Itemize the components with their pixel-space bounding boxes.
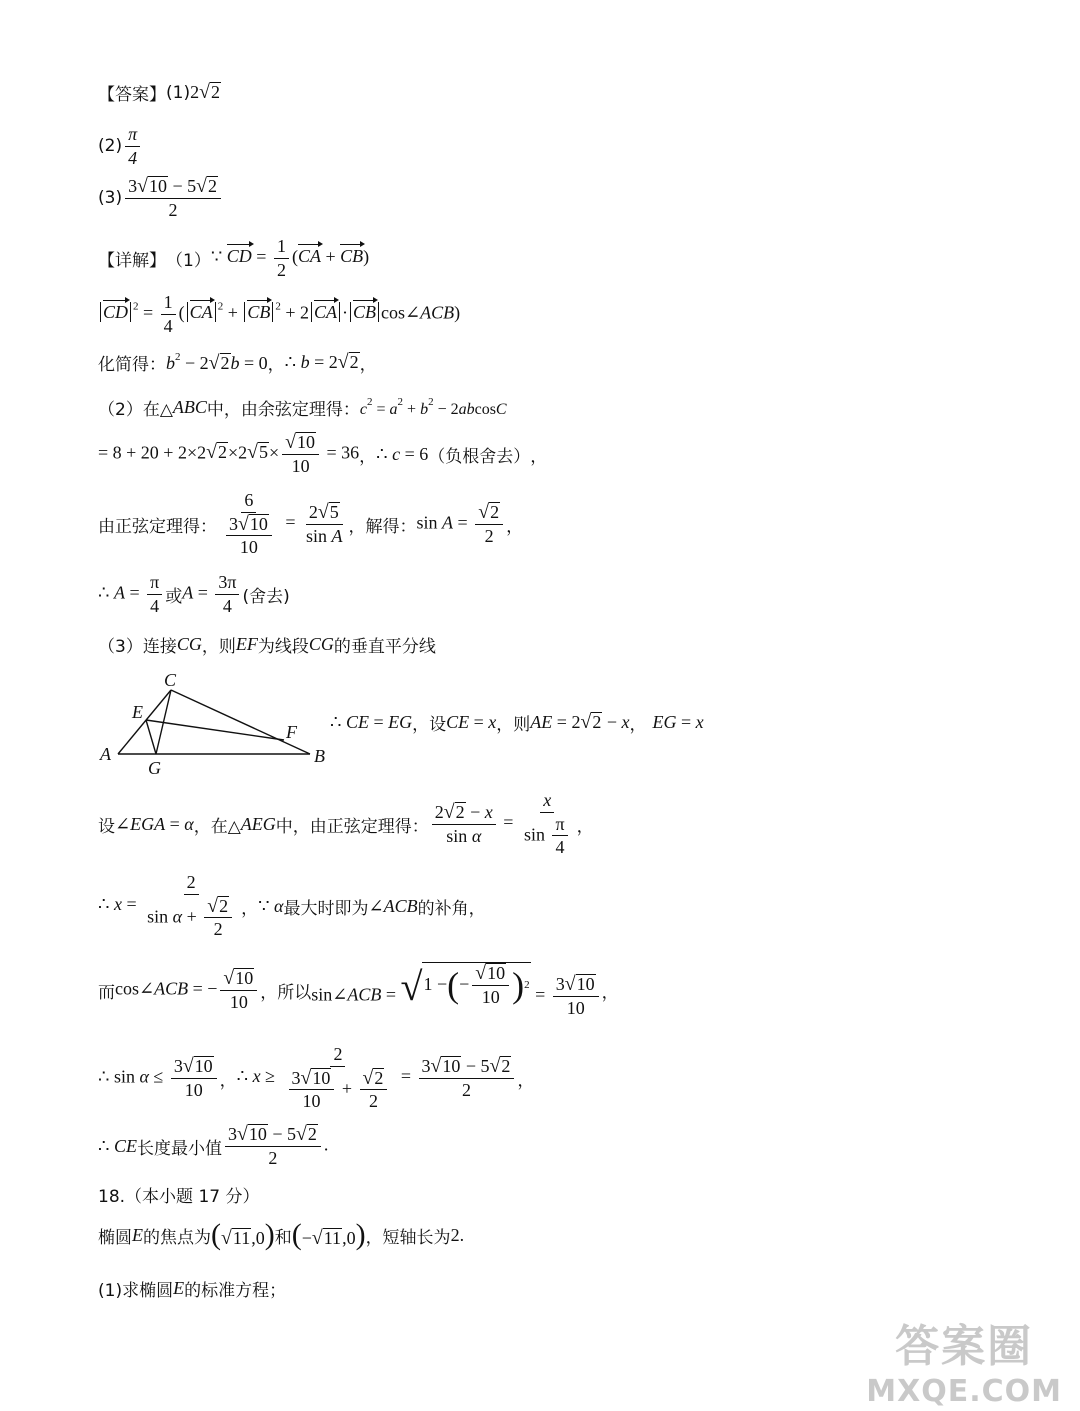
detail-line-4: （2）在△ ABC 中，由余弦定理得： $c^2 = a^2 + b^2 - 2abcosC$	[98, 396, 507, 420]
watermark-logo: 答案圈 MXQE.COM	[866, 1321, 1062, 1409]
detail-line-1: 【详解】 （1） ∵ CD = $\frac{1}{2}$ (CA + CB)	[98, 236, 370, 280]
point-label-e: E	[132, 702, 143, 722]
triangle-figure	[96, 668, 336, 780]
detail-heading: 【详解】	[98, 250, 166, 271]
detail-line-14: ∴ CE 长度最小值 3 √ 10 − 5 √ 2 2 .	[98, 1123, 329, 1168]
detail-line-6: 由正弦定理得： 6 3 √ 10 10 = 2 √ 5 sin A ，解得： sin A = √ 2 2 ，	[98, 490, 524, 558]
detail-line-5: = 8 + 20 + 2×2 √ 2 ×2 √ 5 × √ 10 10 = 36 ， ∴ c = 6 （负根舍去） ，	[98, 431, 548, 476]
point-label-g: G	[148, 758, 161, 778]
segment-ef	[146, 720, 284, 740]
detail-line-3: 化简得： $b^2 - 2$ √ 2 b = 0 ， ∴ b = 2 √ 2 ，	[98, 351, 377, 375]
detail-line-12: 而 cos∠ACB = − √ 10 10 ，所以 sin∠ACB = √ 1 − ( − √ 10 10 ) 2 = 3 √ 10 10 ，	[98, 962, 619, 1018]
detail-line-8: （3）连接 CG ，则 EF 为线段 CG 的垂直平分线	[98, 634, 436, 657]
problem-18-statement: 椭圆 E 的焦点为 ( √ 11 ,0) 和 (− √ 11 ,0) ，短轴长为 2.	[98, 1218, 465, 1251]
detail-line-7: ∴ A = $\frac{\pi}{4}$ 或 A = $\frac{3\pi}{4}$ (舍去)	[98, 572, 290, 616]
detail-line-2: CD $^2$ = $\frac{1}{4}$ ( CA $^2$ + CB $^2$ + 2 CA · CB cos∠ACB)	[98, 292, 460, 336]
answer-part-1: (1)	[166, 82, 191, 103]
problem-18-question-1: (1)求椭圆 E 的标准方程；	[98, 1278, 287, 1301]
problem-18-title: 18.（本小题 17 分）	[98, 1187, 260, 1207]
answer-part-2: (2)	[98, 136, 123, 157]
detail-line-11: ∴ x = 2 sin α + √ 2 2 ， ∵ α 最大时即为 ∠ACB 的补角，	[98, 872, 486, 940]
answer-part-3: (3)	[98, 188, 123, 209]
answer-line-3: (3) 3 √ 10 − 5 √ 2 2	[98, 176, 224, 220]
point-label-a: A	[100, 744, 111, 764]
segment-eg	[146, 720, 156, 754]
point-label-c: C	[164, 670, 177, 690]
answer-line-2: (2) $\frac{\pi}{4}$	[98, 124, 143, 168]
answer-line-1: 【答案】 (1) 2 √ 2	[98, 81, 220, 105]
answer-heading: 【答案】	[98, 85, 166, 105]
detail-line-13: ∴ sin α ≤ 3 √ 10 10 ， ∴ x ≥ 2 3 √ 10 10 + √ 2 2 = 3 √ 10 − 5 √ 2 2 ，	[98, 1044, 535, 1112]
detail-line-10: 设 ∠EGA = α ，在△ AEG 中，由正弦定理得： 2 √ 2 − x sin α = x sin $\frac{\pi}{4}$ ，	[98, 790, 594, 858]
point-label-f: F	[286, 722, 297, 742]
point-label-b: B	[314, 746, 325, 766]
detail-line-9: ∴ CE = EG ，设 CE = x ，则 AE = 2 √ 2 − x ， EG = x	[330, 711, 704, 735]
